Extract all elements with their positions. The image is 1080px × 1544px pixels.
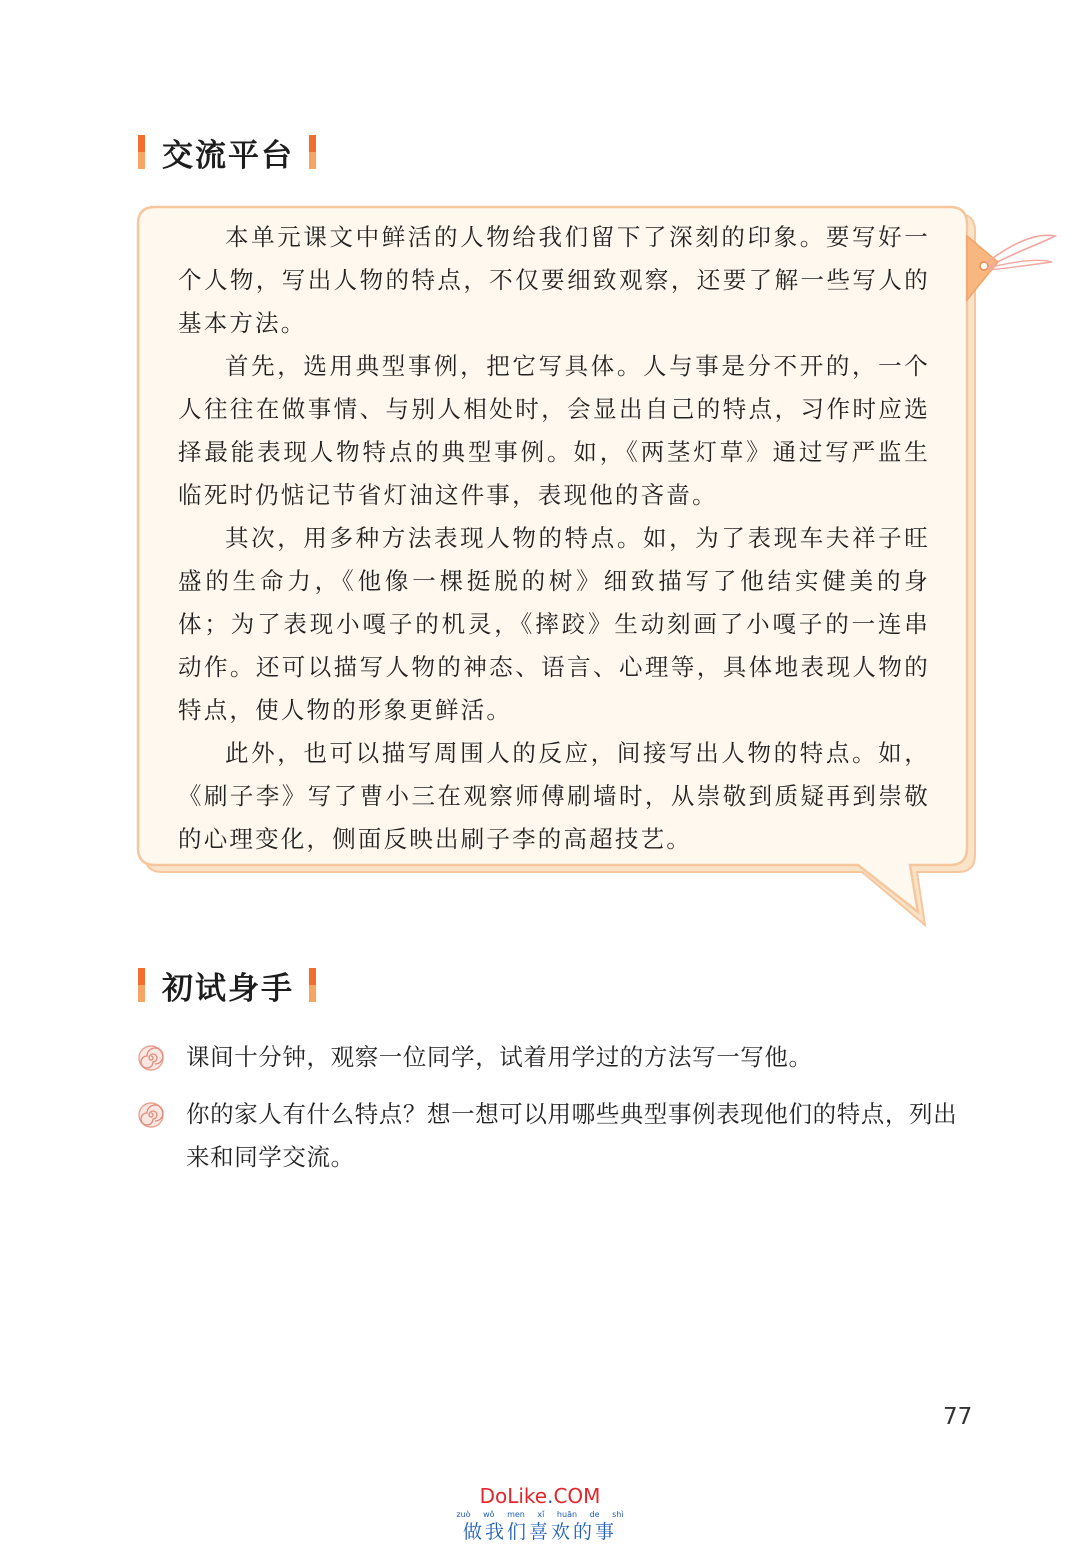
paragraph-third: 此外，也可以描写周围人的反应，间接写出人物的特点。如，《刷子李》写了曹小三在观察师傅刷墙时，从崇敬到质疑再到崇敬的心理变化，侧面反映出刷子李的高超技艺。 [178,739,930,853]
watermark-pinyin: zuò wǒ men xǐ huān de shì [456,1510,624,1519]
paragraph-first: 首先，选用典型事例，把它写具体。人与事是分不开的，一个人往往在做事情、与别人相处时，会显出自己的特点，习作时应选择最能表现人物特点的典型事例。如，《两茎灯草》通过写严监生临死时仍惦记节省灯油这件事，表现他的吝啬。 [178,352,930,509]
bubble-text [178,216,930,861]
task-item [138,1036,978,1079]
section-title: 交流平台 [162,137,294,174]
heading-bar-right [309,968,316,1002]
watermark [440,1484,640,1544]
spiral-bullet-icon [138,1102,164,1128]
watermark-logo-suffix: COM [553,1484,601,1508]
watermark-logo [440,1484,640,1508]
section-heading-try [138,965,316,1005]
watermark-logo-main: DoLike [479,1484,548,1508]
section-title: 初试身手 [162,970,294,1007]
task-text: 你的家人有什么特点？想一想可以用哪些典型事例表现他们的特点，列出来和同学交流。 [186,1100,958,1171]
spiral-bullet-icon [138,1045,164,1071]
heading-bar-left [138,968,145,1002]
paragraph-intro: 本单元课文中鲜活的人物给我们留下了深刻的印象。要写好一个人物，写出人物的特点，不仅要细致观察，还要了解一些写人的基本方法。 [178,223,930,337]
watermark-slogan: 做我们喜欢的事 [462,1521,617,1543]
task-item [138,1093,978,1179]
page-number: 77 [943,1404,973,1430]
bookmark-tag-icon [967,235,1055,300]
watermark-logo-dot: . [547,1484,554,1508]
task-text: 课间十分钟，观察一位同学，试着用学过的方法写一写他。 [186,1043,813,1071]
task-list [138,1036,978,1193]
paragraph-second: 其次，用多种方法表现人物的特点。如，为了表现车夫祥子旺盛的生命力，《他像一棵挺脱的树》细致描写了他结实健美的身体；为了表现小嘎子的机灵，《摔跤》生动刻画了小嘎子的一连串动作。还可以描写人物的神态、语言、心理等，具体地表现人物的特点，使人物的形象更鲜活。 [178,524,930,724]
